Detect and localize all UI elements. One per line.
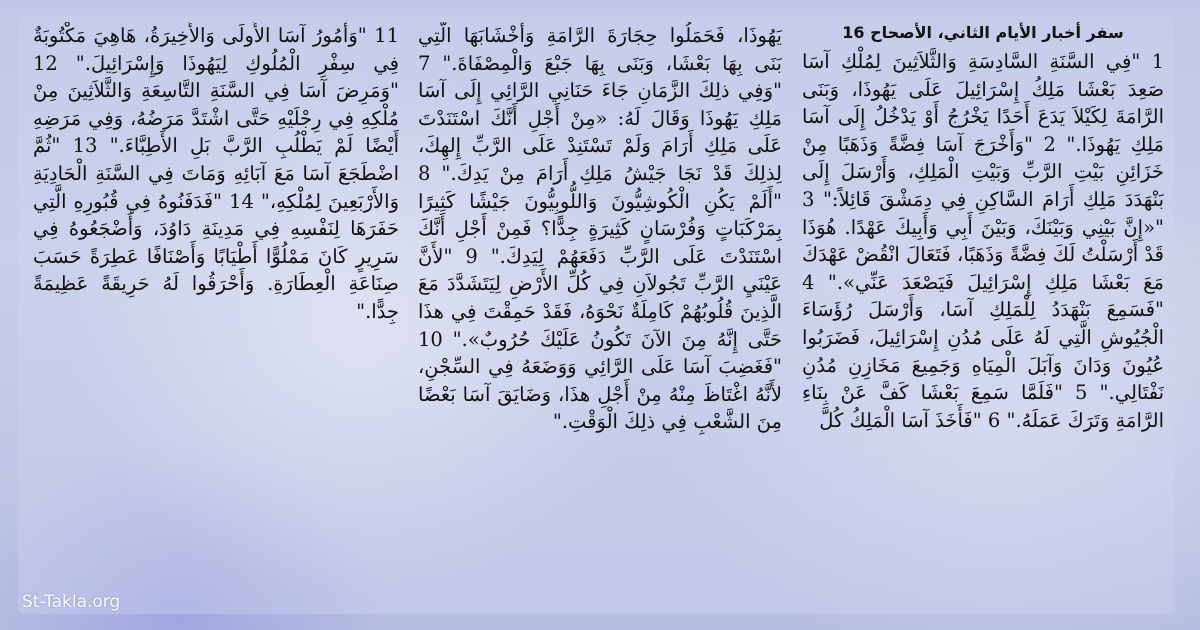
column-middle <box>418 22 782 592</box>
column-right <box>802 22 1164 592</box>
column-middle-text: يَهُوذَا، فَحَمَلُوا حِجَارَةَ الرَّامَةِ وَأَخْشَابَهَا الَّتِي بَنَى بِهَا بَعْشَا، وَبَنَى بِهَا جَبْعَ وَالْمِصْفَاةَ." 7 "وَفِي ذلِكَ الزَّمَانِ جَاءَ حَنَانِي الرَّائِي إِلَى آسَا مَلِكِ يَهُوذَا وَقَالَ لَهُ: «مِنْ أَجْلِ أَنَّكَ اسْتَنَدْتَ عَلَى مَلِكِ أَرَامَ وَلَمْ تَسْتَنِدْ عَلَى الرَّبِّ إِلهِكَ، لِذلِكَ قَدْ نَجَا جَيْشُ مَلِكِ أَرَامَ مِنْ يَدِكَ." 8 "أَلَمْ يَكُنِ الْكُوشِيُّونَ وَاللُّوبِيُّونَ جَيْشًا كَثِيرًا بِمَرْكَبَاتٍ وَفُرْسَانٍ كَثِيرَةٍ جِدًّا؟ فَمِنْ أَجْلِ أَنَّكَ اسْتَنَدْتَ عَلَى الرَّبِّ دَفَعَهُمْ لِيَدِكَ." 9 "لأَنَّ عَيْنَيِ الرَّبِّ تَجُولاَنِ فِي كُلِّ الأَرْضِ لِيَتَشَدَّدَ مَعَ الَّذِينَ قُلُوبُهُمْ كَامِلَةٌ نَحْوَهُ، فَقَدْ حَمِقْتَ فِي هذَا حَتَّى إِنَّهُ مِنَ الآنَ تَكُونُ عَلَيْكَ حُرُوبٌ»." 10 "فَغَضِبَ آسَا عَلَى الرَّائِي وَوَضَعَهُ فِي السِّجْنِ، لأَنَّهُ اغْتَاظَ مِنْهُ مِنْ أَجْلِ هذَا، وَضَايَقَ آسَا بَعْضًا مِنَ الشَّعْبِ فِي ذلِكَ الْوَقْتِ." <box>418 24 782 434</box>
site-watermark: St-Takla.org <box>22 592 121 612</box>
column-left-text: 11 "وَأُمُورُ آسَا الأُولَى وَالأَخِيرَةُ، هَاهِيَ مَكْتُوبَةٌ فِي سِفْرِ الْمُلُوكِ لِيَهُوذَا وَإِسْرَائِيلَ." 12 "وَمَرِضَ آسَا فِي السَّنَةِ التَّاسِعَةِ وَالثَّلاَثِينَ مِنْ مُلْكِهِ فِي رِجْلَيْهِ حَتَّى اشْتَدَّ مَرَضُهُ، وَفِي مَرَضِهِ أَيْضًا لَمْ يَطْلُبِ الرَّبَّ بَلِ الأَطِبَّاءَ." 13 "ثُمَّ اضْطَجَعَ آسَا مَعَ آبَائِهِ وَمَاتَ فِي السَّنَةِ الْحَادِيَةِ وَالأَرْبَعِينَ لِمُلْكِهِ،" 14 "فَدَفَنُوهُ فِي قُبُورِهِ الَّتِي حَفَرَهَا لِنَفْسِهِ فِي مَدِينَةِ دَاوُدَ، وَأَضْجَعُوهُ فِي سَرِيرٍ كَانَ مَمْلُوًّا أَطْيَابًا وَأَصْنَافًا عَطِرَةً حَسَبَ صِنَاعَةِ الْعِطَارَةِ. وَأَحْرَقُوا لَهُ حَرِيقَةً عَظِيمَةً جِدًّا." <box>33 24 399 323</box>
column-left <box>33 22 399 592</box>
chapter-title: سفر أخبار الأيام الثاني، الأصحاح 16 <box>842 23 1124 42</box>
column-right-text: 1 "فِي السَّنَةِ السَّادِسَةِ وَالثَّلاَثِينَ لِمُلْكِ آسَا صَعِدَ بَعْشَا مَلِكُ إِسْرَائِيلَ عَلَى يَهُوذَا، وَبَنَى الرَّامَةَ لِكَيْلاَ يَدَعَ أَحَدًا يَخْرُجُ أَوْ يَدْخُلُ إِلَى آسَا مَلِكِ يَهُوذَا." 2 "وَأَخْرَجَ آسَا فِضَّةً وَذَهَبًا مِنْ خَزَائِنِ بَيْتِ الرَّبِّ وَبَيْتِ الْمَلِكِ، وَأَرْسَلَ إِلَى بَنْهَدَدَ مَلِكِ أَرَامَ السَّاكِنِ فِي دِمَشْقَ قَائِلاً:" 3 "«إِنَّ بَيْنِي وَبَيْنَكَ، وَبَيْنَ أَبِي وَأَبِيكَ عَهْدًا. هُوَذَا قَدْ أَرْسَلْتُ لَكَ فِضَّةً وَذَهَبًا، فَتَعَالَ انْقُضْ عَهْدَكَ مَعَ بَعْشَا مَلِكِ إِسْرَائِيلَ فَيَصْعَدَ عَنِّي»." 4 "فَسَمِعَ بَنْهَدَدُ لِلْمَلِكِ آسَا، وَأَرْسَلَ رُؤَسَاءَ الْجُيُوشِ الَّتِي لَهُ عَلَى مُدُنِ إِسْرَائِيلَ، فَضَرَبُوا عُيُونَ وَدَانَ وَآبَلَ الْمِيَاهِ وَجَمِيعَ مَخَازِنِ مُدُنِ نَفْتَالِي." 5 "فَلَمَّا سَمِعَ بَعْشَا كَفَّ عَنْ بِنَاءِ الرَّامَةِ وَتَرَكَ عَمَلَهُ." 6 "فَأَخَذَ آسَا الْمَلِكُ كُلَّ <box>802 50 1164 432</box>
